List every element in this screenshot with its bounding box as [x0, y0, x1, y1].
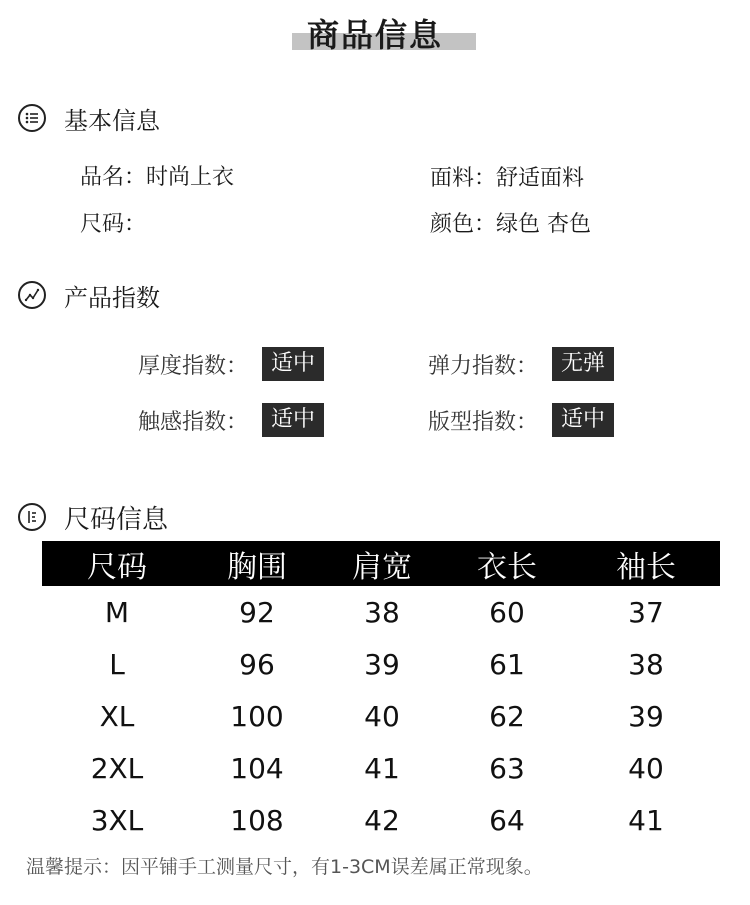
- index-elasticity-badge: 无弹: [552, 347, 614, 381]
- table-cell: 37: [628, 595, 664, 629]
- index-fit-label: 版型指数：: [428, 409, 539, 435]
- table-row: [42, 742, 720, 794]
- table-cell: 108: [230, 803, 284, 837]
- product-fabric: [430, 161, 584, 192]
- index-thickness: [138, 347, 324, 381]
- list-icon: [18, 104, 46, 132]
- section-product-index: [18, 278, 160, 312]
- column-header-shoulder: 肩宽: [322, 541, 442, 586]
- product-name: [80, 160, 234, 191]
- index-touch: [138, 403, 324, 437]
- index-thickness-label: 厚度指数：: [138, 353, 249, 379]
- table-cell: 100: [230, 699, 284, 733]
- table-cell: 2XL: [90, 751, 144, 785]
- product-color: [430, 207, 591, 238]
- table-cell: 92: [239, 595, 275, 629]
- table-cell: L: [109, 647, 125, 681]
- table-cell: 96: [239, 647, 275, 681]
- trend-chart-icon: [18, 281, 46, 309]
- table-row: [42, 638, 720, 690]
- product-fabric-label: 面料：: [430, 166, 497, 191]
- size-table: [42, 541, 720, 846]
- section-size-info-label: 尺码信息: [64, 504, 169, 535]
- page-title: 商品信息: [306, 16, 443, 54]
- size-table-header-row: [42, 541, 720, 586]
- table-cell: XL: [99, 699, 135, 733]
- column-header-chest: 胸围: [192, 541, 322, 586]
- product-fabric-value: 舒适面料: [496, 166, 585, 191]
- product-color-value: 绿色 杏色: [496, 212, 592, 237]
- table-cell: M: [104, 595, 130, 629]
- table-cell: 60: [489, 595, 525, 629]
- table-cell: 40: [628, 751, 664, 785]
- table-row: [42, 586, 720, 638]
- column-header-sleeve: 袖长: [572, 541, 720, 586]
- product-name-label: 品名：: [80, 165, 147, 190]
- table-cell: 63: [489, 751, 525, 785]
- table-cell: 104: [230, 751, 284, 785]
- page-title-area: [0, 0, 750, 60]
- ruler-icon: [18, 503, 46, 531]
- table-cell: 3XL: [90, 803, 144, 837]
- table-row: [42, 690, 720, 742]
- table-cell: 42: [364, 803, 400, 837]
- table-cell: 39: [364, 647, 400, 681]
- table-cell: 38: [628, 647, 664, 681]
- table-cell: 41: [628, 803, 664, 837]
- table-cell: 64: [489, 803, 525, 837]
- product-size-label: 尺码：: [80, 212, 147, 237]
- column-header-size: 尺码: [42, 541, 192, 586]
- section-size-info: [18, 500, 168, 534]
- table-cell: 41: [364, 751, 400, 785]
- table-cell: 62: [489, 699, 525, 733]
- table-cell: 61: [489, 647, 525, 681]
- index-thickness-badge: 适中: [262, 347, 324, 381]
- table-cell: 38: [364, 595, 400, 629]
- section-basic-info: [18, 101, 160, 135]
- product-name-value: 时尚上衣: [146, 165, 235, 190]
- index-touch-label: 触感指数：: [138, 409, 249, 435]
- table-row: [42, 794, 720, 846]
- index-fit: [428, 403, 614, 437]
- table-cell: 39: [628, 699, 664, 733]
- section-basic-info-label: 基本信息: [64, 106, 160, 135]
- measurement-notice: 温馨提示：因平铺手工测量尺寸，有1-3CM误差属正常现象。: [26, 856, 543, 878]
- index-elasticity-label: 弹力指数：: [428, 353, 539, 379]
- section-product-index-label: 产品指数: [64, 283, 160, 312]
- index-touch-badge: 适中: [262, 403, 324, 437]
- product-color-label: 颜色：: [430, 212, 497, 237]
- column-header-length: 衣长: [442, 541, 572, 586]
- index-fit-badge: 适中: [552, 403, 614, 437]
- index-elasticity: [428, 347, 614, 381]
- product-size: [80, 207, 146, 238]
- table-cell: 40: [364, 699, 400, 733]
